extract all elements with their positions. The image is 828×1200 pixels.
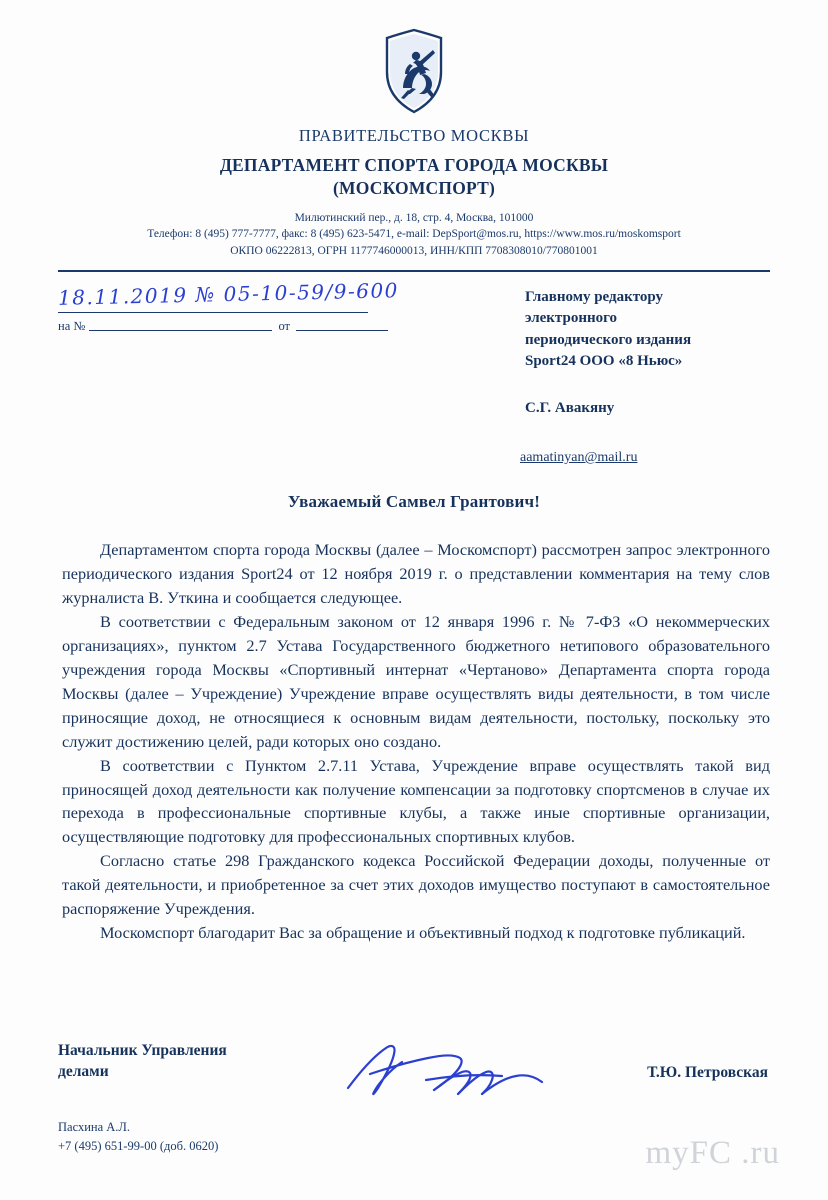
executor-name: Пасхина А.Л. bbox=[58, 1120, 131, 1134]
letterhead-address bbox=[60, 210, 768, 260]
reply-reference-row bbox=[58, 318, 388, 334]
reference-block bbox=[57, 278, 400, 333]
letter-body bbox=[62, 538, 770, 945]
emblem-container bbox=[0, 28, 828, 114]
moscow-coat-of-arms-icon bbox=[383, 28, 445, 114]
address-codes: ОКПО 06222813, ОГРН 1177746000013, ИНН/КПП 7708308010/770801001 bbox=[230, 244, 598, 257]
addressee-line-2: электронного bbox=[525, 310, 618, 327]
addressee-line-1: Главному редактору bbox=[525, 289, 664, 305]
reply-date-label: от bbox=[278, 319, 290, 333]
header-divider bbox=[58, 270, 770, 272]
reply-number-label: на № bbox=[58, 319, 86, 333]
body-paragraph-2: В соответствии с Федеральным законом от 12 января 1996 г. № 7-ФЗ «О некоммерческих организациях», пунктом 2.7 Устава Государственного бюджетного нетипового образовательного учреждения города Москвы «Спортивный интернат «Чертаново» Департамента спорта города Москвы (далее – Учреждение) Учреждение вправе осуществлять виды деятельности, в том числе приносящие доход, не относящиеся к основным видам деятельности, постольку, поскольку это служит достижению целей, ради которых оно создано. bbox=[62, 611, 770, 751]
body-paragraph-1: Департаментом спорта города Москвы (далее – Москомспорт) рассмотрен запрос электронного периодического издания Sport24 от 12 ноября 2019 г. о представлении комментария на тему слов журналиста В. Уткина и сообщается следующее. bbox=[62, 540, 770, 607]
department-title-main: ДЕПАРТАМЕНТ СПОРТА ГОРОДА МОСКВЫ bbox=[219, 155, 609, 175]
signatory-title-line-1: Начальник Управления bbox=[58, 1042, 227, 1059]
reply-number-blank bbox=[89, 318, 272, 331]
signatory-title bbox=[58, 1040, 227, 1083]
address-contacts: Телефон: 8 (495) 777-7777, факс: 8 (495) 623-5471, e-mail: DepSport@mos.ru, https://www.mos.ru/moskomsport bbox=[147, 228, 681, 241]
body-paragraph-4: Согласно статье 298 Гражданского кодекса Российской Федерации доходы, полученные от такой деятельности, и приобретенное за счет этих доходов имущество поступают в самостоятельное распоряжение Учреждения. bbox=[62, 851, 770, 919]
watermark: myFC .ru bbox=[645, 1135, 780, 1171]
addressee-block bbox=[525, 287, 785, 419]
government-title: ПРАВИТЕЛЬСТВО МОСКВЫ bbox=[298, 126, 530, 145]
department-title bbox=[60, 154, 768, 200]
handwritten-reference-number: 18.11.2019 № 05-10-59/9-600 bbox=[57, 278, 400, 310]
body-paragraph-5: Москомспорт благодарит Вас за обращение и объективный подход к подготовке публикаций. bbox=[100, 923, 746, 943]
salutation: Уважаемый Самвел Грантович! bbox=[287, 492, 541, 511]
letterhead bbox=[60, 126, 768, 260]
handwritten-signature-icon bbox=[330, 1032, 580, 1108]
addressee-line-4: Sport24 ООО «8 Ньюс» bbox=[525, 352, 683, 369]
signatory-name: Т.Ю. Петровская bbox=[647, 1064, 768, 1081]
addressee-email[interactable]: aamatinyan@mail.ru bbox=[520, 450, 638, 465]
executor-phone: +7 (495) 651-99-00 (доб. 0620) bbox=[58, 1138, 219, 1153]
signatory-title-line-2: делами bbox=[58, 1063, 109, 1081]
addressee-person: С.Г. Авакяну bbox=[525, 400, 615, 417]
reference-underline bbox=[58, 312, 368, 313]
addressee-line-3: периодического издания bbox=[525, 331, 692, 348]
department-title-sub: (МОСКОМСПОРТ) bbox=[332, 177, 496, 198]
reference-number-row bbox=[57, 278, 400, 312]
executor-contact bbox=[58, 1118, 218, 1156]
body-paragraph-3: В соответствии с Пунктом 2.7.11 Устава, Учреждение вправе осуществлять такой вид приносящей доход деятельности как получение компенсации за подготовку спортсменов в случае их перехода в профессиональные спортивные клубы, а также иные спортивные организации, осуществляющие подготовку для профессиональных спортивных клубов. bbox=[62, 755, 770, 847]
reply-date-blank bbox=[296, 318, 388, 331]
address-street: Милютинский пер., д. 18, стр. 4, Москва, 101000 bbox=[294, 211, 534, 224]
